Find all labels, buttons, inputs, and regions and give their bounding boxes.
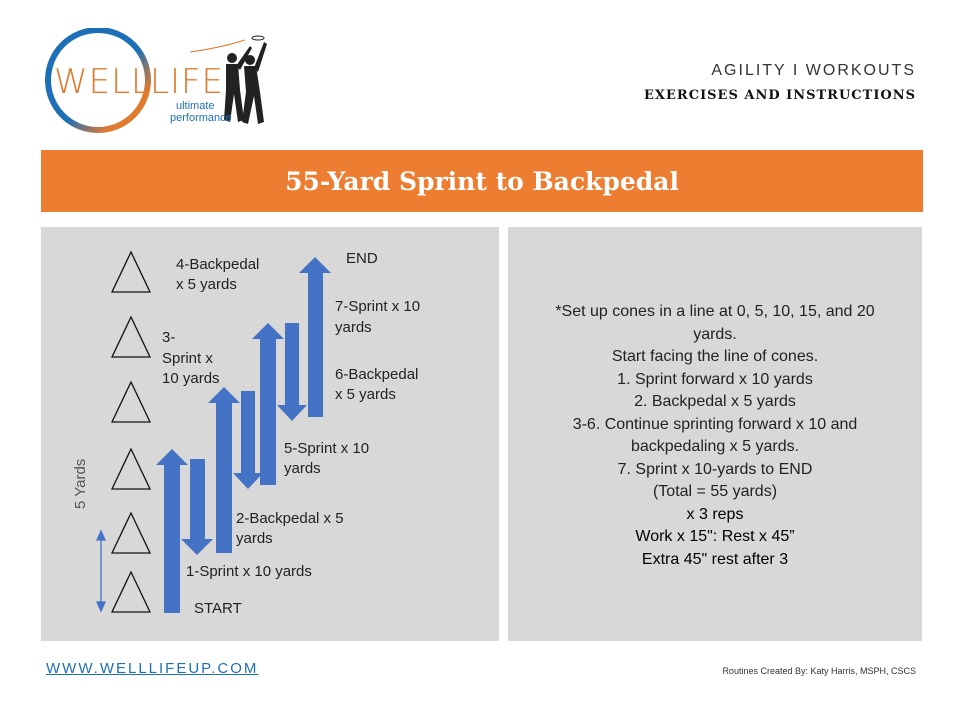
instruction-line: 2. Backpedal x 5 yards <box>634 393 796 410</box>
cone-icon <box>112 252 150 292</box>
step-7-label-b: yards <box>335 319 372 336</box>
title-banner <box>41 150 923 212</box>
step-4-label-a: 4-Backpedal <box>176 256 260 273</box>
credit-text: Routines Created By: Katy Harris, MSPH, CSCS <box>722 666 916 676</box>
instruction-line: backpedaling x 5 yards. <box>630 438 800 455</box>
instruction-line: 1. Sprint forward x 10 yards <box>617 370 813 388</box>
scale-label: 5 Yards <box>72 458 89 509</box>
instructions-text <box>508 301 922 571</box>
logo-life-text: LIFE <box>150 62 225 102</box>
arrow-down-icon <box>181 459 213 555</box>
arrow-up-icon <box>156 449 188 613</box>
extra-rest-line: Extra 45" rest after 3 <box>641 550 789 568</box>
header-subtitle: EXERCISES AND INSTRUCTIONS <box>644 88 916 103</box>
instruction-line: 7. Sprint x 10-yards to END <box>617 460 813 478</box>
arrow-down-icon <box>233 391 263 489</box>
step-3-label-c: 10 yards <box>162 370 220 387</box>
step-3-label-b: Sprint x <box>162 350 213 367</box>
cone-icon <box>112 382 150 422</box>
cone-icon <box>112 513 150 553</box>
step-2-label-a: 2-Backpedal x 5 <box>236 510 344 527</box>
logo-tagline-2: performance <box>170 112 232 124</box>
instruction-line: (Total = 55 yards) <box>652 483 778 500</box>
welllife-logo <box>40 28 280 138</box>
cone-icon <box>112 449 150 489</box>
drill-diagram <box>41 227 499 641</box>
players-silhouette-icon <box>224 36 267 124</box>
instruction-line: Start facing the line of cones. <box>611 348 819 365</box>
logo-well-text: WELL <box>54 62 151 102</box>
website-link[interactable]: WWW.WELLLIFEUP.COM <box>46 660 259 677</box>
instruction-line: *Set up cones in a line at 0, 5, 10, 15, and 20 <box>555 303 875 320</box>
start-label: START <box>194 600 242 617</box>
header-title: AGILITY I WORKOUTS <box>711 62 916 79</box>
logo-tagline-1: ultimate <box>176 100 215 112</box>
work-rest-line: Work x 15": Rest x 45” <box>635 528 795 545</box>
reps-line: x 3 reps <box>686 505 744 523</box>
step-3-label-a: 3- <box>162 329 176 346</box>
step-1-label: 1-Sprint x 10 yards <box>186 563 312 580</box>
workout-title: 55-Yard Sprint to Backpedal <box>285 166 679 196</box>
instructions-panel <box>508 227 922 641</box>
instruction-line: yards. <box>693 325 737 343</box>
step-5-label-a: 5-Sprint x 10 <box>284 440 370 457</box>
step-4-label-b: x 5 yards <box>176 276 237 293</box>
arrow-up-icon <box>252 323 284 485</box>
scale-arrow-icon <box>97 531 105 611</box>
end-label: END <box>346 250 378 267</box>
instruction-line: 3-6. Continue sprinting forward x 10 and <box>572 415 858 433</box>
step-6-label-b: x 5 yards <box>335 386 396 403</box>
step-5-label-b: yards <box>284 460 321 477</box>
cone-icon <box>112 572 150 612</box>
step-7-label-a: 7-Sprint x 10 <box>335 298 421 315</box>
step-2-label-b: yards <box>236 530 273 547</box>
arrow-up-icon <box>299 257 331 417</box>
step-6-label-a: 6-Backpedal <box>335 366 419 383</box>
cone-icon <box>112 317 150 357</box>
